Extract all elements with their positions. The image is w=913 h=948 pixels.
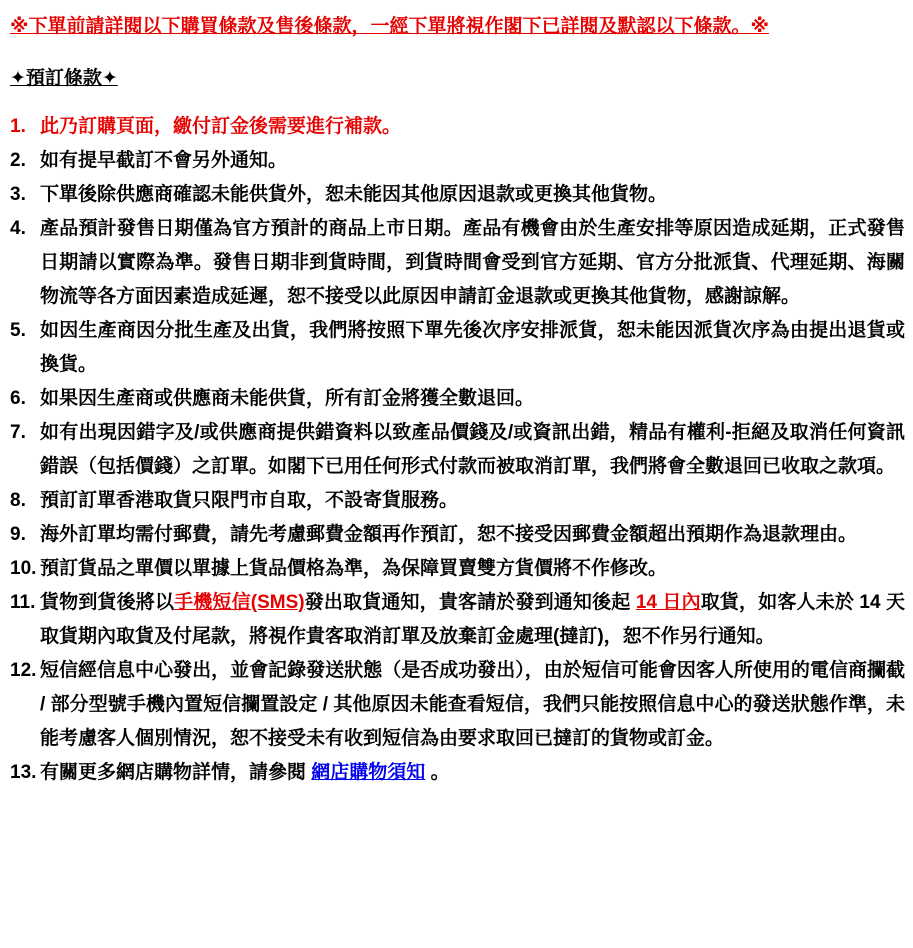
term-segment: 如有出現因錯字及/或供應商提供錯資料以致產品價錢及/或資訊出錯，精品有權利-拒絕及取消任何資訊錯誤（包括價錢）之訂單。如閣下已用任何形式付款而被取消訂單，我們將會全數退回已收取之款項。 <box>40 422 905 477</box>
term-number: 5. <box>10 320 26 341</box>
store-shopping-guide-link[interactable]: 網店購物須知 <box>311 762 426 783</box>
term-item <box>8 144 905 178</box>
term-text <box>40 184 667 205</box>
term-number: 10. <box>10 558 37 579</box>
term-segment: 如果因生產商或供應商未能供貨，所有訂金將獲全數退回。 <box>40 388 535 409</box>
term-text <box>40 422 905 477</box>
term-segment: 如因生產商因分批生產及出貨，我們將按照下單先後次序安排派貨，恕未能因派貨次序為由提出退貨或換貨。 <box>40 320 905 375</box>
term-item <box>8 552 905 586</box>
term-text <box>40 490 458 511</box>
term-number: 2. <box>10 150 26 171</box>
term-item <box>8 654 905 756</box>
term-item <box>8 518 905 552</box>
term-segment: 。 <box>425 762 450 783</box>
term-item <box>8 382 905 416</box>
term-segment: 海外訂單均需付郵費，請先考慮郵費金額再作預訂，恕不接受因郵費金額超出預期作為退款理由。 <box>40 524 858 545</box>
term-segment: 短信經信息中心發出，並會記錄發送狀態（是否成功發出），由於短信可能會因客人所使用的電信商攔截 / 部分型號手機內置短信攔置設定 / 其他原因未能查看短信，我們只能按照信息中心的發送狀態作準，未能考慮客人個別情況，恕不接受未有收到短信為由要求取回已撻訂的貨物或訂金。 <box>40 660 905 749</box>
term-item <box>8 110 905 144</box>
term-item <box>8 212 905 314</box>
term-text <box>40 218 905 307</box>
term-item <box>8 314 905 382</box>
term-number: 7. <box>10 422 26 443</box>
term-number: 6. <box>10 388 26 409</box>
term-segment: 下單後除供應商確認未能供貨外，恕未能因其他原因退款或更換其他貨物。 <box>40 184 668 205</box>
term-text <box>40 762 450 783</box>
term-segment: 預訂貨品之單價以單據上貨品價格為準，為保障買賣雙方貨價將不作修改。 <box>40 558 668 579</box>
highlighted-term-text: 手機短信(SMS) <box>174 592 305 613</box>
term-text <box>40 592 905 647</box>
page-title: ※下單前請詳閱以下購買條款及售後條款，一經下單將視作閣下已詳閱及默認以下條款。※ <box>10 16 769 37</box>
term-number: 9. <box>10 524 26 545</box>
highlighted-term-text: 14 日內 <box>635 592 701 613</box>
term-segment: 產品預計發售日期僅為官方預計的商品上市日期。產品有機會由於生產安排等原因造成延期，正式發售日期請以實際為準。發售日期非到貨時間，到貨時間會受到官方延期、官方分批派貨、代理延期、海關物流等各方面因素造成延遲，恕不接受以此原因申請訂金退款或更換其他貨物，感謝諒解。 <box>40 218 905 307</box>
term-number: 13. <box>10 762 37 783</box>
term-text <box>40 320 905 375</box>
section-header-preorder-terms: ✦預訂條款✦ <box>10 68 118 89</box>
term-number: 1. <box>10 116 26 137</box>
terms-list <box>8 110 905 790</box>
term-segment: 取貨，如客人未於 14 天取貨期內取貨及付尾款，將視作貴客取消訂單及放棄訂金處理(撻訂)，恕不作另行通知。 <box>40 592 905 647</box>
term-text <box>40 660 905 749</box>
term-segment: 貨物到貨後將以 <box>40 592 175 613</box>
term-number: 4. <box>10 218 26 239</box>
term-item <box>8 586 905 654</box>
term-text <box>40 388 534 409</box>
term-item <box>8 178 905 212</box>
term-item <box>8 416 905 484</box>
term-segment: 此乃訂購頁面，繳付訂金後需要進行補款。 <box>40 116 402 137</box>
term-segment: 發出取貨通知，貴客請於發到通知後起 <box>304 592 636 613</box>
term-text <box>40 150 287 171</box>
term-item <box>8 484 905 518</box>
term-segment: 預訂訂單香港取貨只限門市自取，不設寄貨服務。 <box>40 490 459 511</box>
term-segment: 有關更多網店購物詳情，請參閱 <box>40 762 312 783</box>
term-text <box>40 524 857 545</box>
term-number: 12. <box>10 660 37 681</box>
term-number: 8. <box>10 490 26 511</box>
term-number: 3. <box>10 184 26 205</box>
term-segment: 如有提早截訂不會另外通知。 <box>40 150 288 171</box>
term-item <box>8 756 905 790</box>
term-number: 11. <box>10 592 36 613</box>
term-text <box>40 558 667 579</box>
term-text <box>40 116 401 137</box>
